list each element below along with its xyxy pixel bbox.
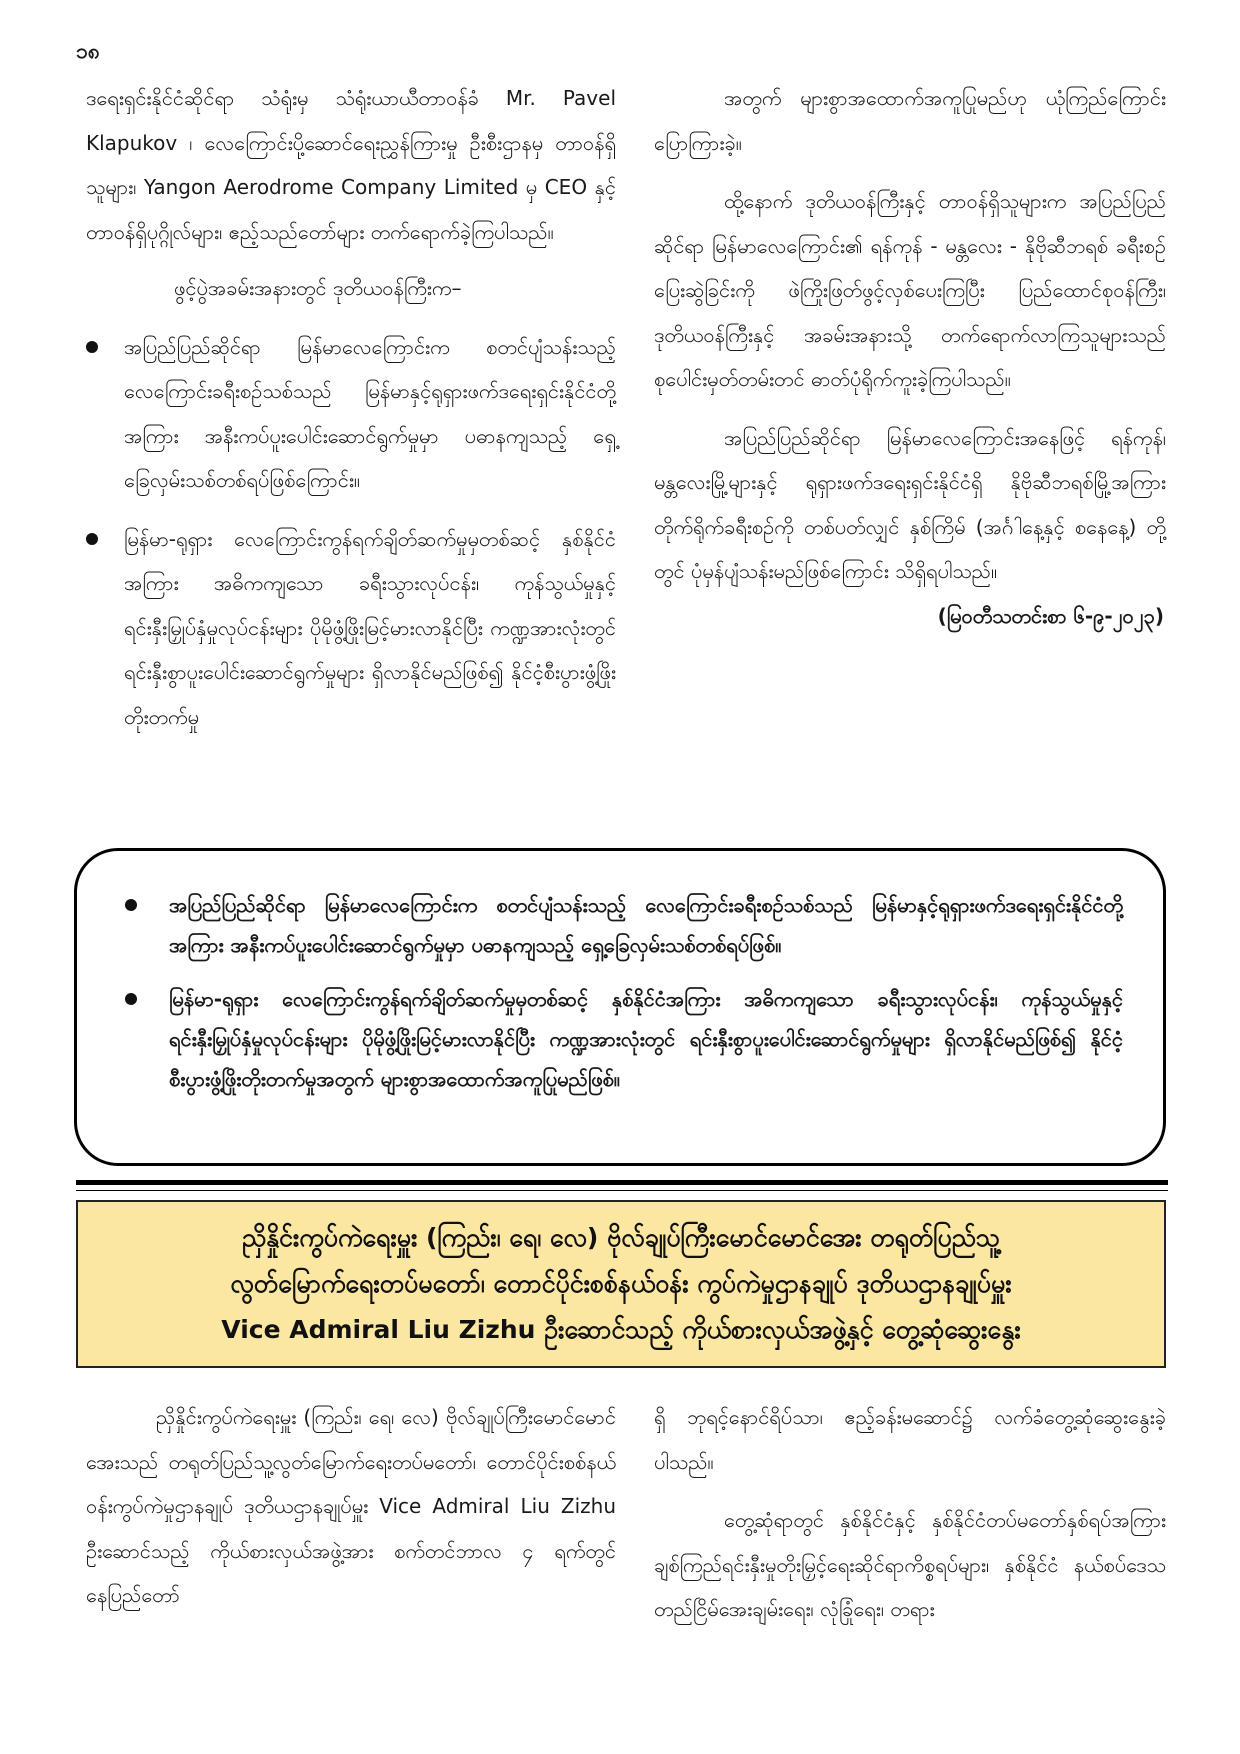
section-divider: [76, 1180, 1168, 1185]
article-paragraph: ထို့နောက် ဒုတိယဝန်ကြီးနှင့် တာဝန်ရှိသူများက အပြည်ပြည်ဆိုင်ရာ မြန်မာလေကြောင်း၏ ရန်ကုန် - မန္တလေး - နိုဗိုဆီဘရစ် ခရီးစဉ်ပြေးဆွဲခြင်းကို ဖဲကြိုးဖြတ်ဖွင့်လှစ်ပေးကြပြီး ပြည်ထောင်စုဝန်ကြီး၊ ဒုတိယဝန်ကြီးနှင့် အခမ်းအနားသို့ တက်ရောက်လာကြသူများသည် စုပေါင်းမှတ်တမ်းတင် ဓာတ်ပုံရိုက်ကူးခဲ့ကြပါသည်။: [654, 189, 1166, 391]
headline-line-2: လွတ်မြောက်ရေးတပ်မတော်၊ တောင်ပိုင်းစစ်နယ်ဝန်း ကွပ်ကဲမှုဌာနချုပ် ဒုတိယဌာနချုပ်မှူး: [230, 1269, 1012, 1298]
list-item: [86, 325, 616, 503]
headline-box: [76, 1200, 1166, 1368]
section-divider-thin: [76, 1190, 1168, 1191]
list-item-text: အပြည်ပြည်ဆိုင်ရာ မြန်မာလေကြောင်းက စတင်ပျံသန်းသည့် လေကြောင်းခရီးစဉ်သစ်သည် မြန်မာနှင့်ရုရှားဖက်ဒရေးရှင်းနိုင်ငံတို့အကြား အနီးကပ်ပူးပေါင်းဆောင်ရွက်မှုမှာ ပဓာနကျသည့် ရှေ့ခြေလှမ်းသစ်တစ်ရပ်ဖြစ်ကြောင်း။: [124, 334, 616, 492]
list-item-text: မြန်မာ-ရုရှား လေကြောင်းကွန်ရက်ချိတ်ဆက်မှုမှတစ်ဆင့် နှစ်နိုင်ငံအကြား အဓိကကျသော ခရီးသွားလုပ်ငန်း၊ ကုန်သွယ်မှုနှင့် ရင်းနှီးမြှုပ်နှံမှုလုပ်ငန်းများ ပိုမိုဖွံ့ဖြိုးမြင့်မားလာနိုင်ပြီး ကဏ္ဍအားလုံးတွင် ရင်းနှီးစွာပူးပေါင်းဆောင်ရွက်မှုများ ရှိလာနိုင်မည်ဖြစ်၍ နိုင်ငံ့စီးပွားဖွံ့ဖြိုးတိုးတက်မှု: [124, 526, 616, 729]
summary-list: [117, 885, 1123, 1099]
summary-item-text: မြန်မာ-ရုရှား လေကြောင်းကွန်ရက်ချိတ်ဆက်မှုမှတစ်ဆင့် နှစ်နိုင်ငံအကြား အဓိကကျသော ခရီးသွားလုပ်ငန်း၊ ကုန်သွယ်မှုနှင့် ရင်းနှီးမြှုပ်နှံမှုလုပ်ငန်းများ ပိုမိုဖွံ့ဖြိုးမြင့်မားလာနိုင်ပြီး ကဏ္ဍအားလုံးတွင် ရင်းနှီးစွာပူးပေါင်းဆောင်ရွက်မှုများ ရှိလာနိုင်မည်ဖြစ်၍ နိုင်ငံ့စီးပွားဖွံ့ဖြိုးတိုးတက်မှုအတွက် များစွာအထောက်အကူပြုမည်ဖြစ်။: [169, 987, 1123, 1091]
article-column-right: [654, 76, 1166, 638]
article-column-left-bottom: [86, 1395, 616, 1618]
article-paragraph: တွေ့ဆုံရာတွင် နှစ်နိုင်ငံနှင့် နှစ်နိုင်ငံတပ်မတော်နှစ်ရပ်အကြား ချစ်ကြည်ရင်းနှီးမှုတိုးမြှင့်ရေးဆိုင်ရာကိစ္စရပ်များ၊ နှစ်နိုင်ငံ နယ်စပ်ဒေသတည်ငြိမ်အေးချမ်းရေး၊ လုံခြုံရေး၊ တရား: [654, 1508, 1166, 1621]
article-column-right-bottom: [654, 1395, 1166, 1632]
article-paragraph: ဖွင့်ပွဲအခမ်းအနားတွင် ဒုတိယဝန်ကြီးက–: [174, 276, 462, 300]
article-paragraph: အပြည်ပြည်ဆိုင်ရာ မြန်မာလေကြောင်းအနေဖြင့် ရန်ကုန်၊ မန္တလေးမြို့များနှင့် ရုရှားဖက်ဒရေးရှင်းနိုင်ငံရှိ နိုဗိုဆီဘရစ်မြို့အကြား တိုက်ရိုက်ခရီးစဉ်ကို တစ်ပတ်လျှင် နှစ်ကြိမ် (အင်္ဂါနေ့နှင့် စနေနေ့) တို့တွင် ပုံမှန်ပျံသန်းမည်ဖြစ်ကြောင်း သိရှိရပါသည်။: [654, 425, 1166, 583]
article-paragraph: ဒရေးရှင်းနိုင်ငံဆိုင်ရာ သံရုံးမှ သံရုံးယာယီတာဝန်ခံ Mr. Pavel Klapukov ၊ လေကြောင်းပို့ဆောင်ရေးညွှန်ကြားမှု ဦးစီးဌာနမှ တာဝန်ရှိသူများ၊ Yangon Aerodrome Company Limited မှ CEO နှင့် တာဝန်ရှိပုဂ္ဂိုလ်များ၊ ဧည့်သည်တော်များ တက်ရောက်ခဲ့ကြပါသည်။: [86, 86, 616, 244]
source-citation: (မြဝတီသတင်းစာ ၆-၉-၂၀၂၃): [937, 603, 1164, 628]
article-paragraph: ညှိနှိုင်းကွပ်ကဲရေးမှူး (ကြည်း၊ ရေ၊ လေ) ဗိုလ်ချုပ်ကြီးမောင်မောင်အေးသည် တရုတ်ပြည်သူ့လွတ်မြောက်ရေးတပ်မတော်၊ တောင်ပိုင်းစစ်နယ်ဝန်းကွပ်ကဲမှုဌာနချုပ် ဒုတိယဌာနချုပ်မှူး Vice Admiral Liu Zizhu ဦးဆောင်သည့် ကိုယ်စားလှယ်အဖွဲ့အား စက်တင်ဘာလ ၄ ရက်တွင် နေပြည်တော်: [86, 1405, 616, 1607]
headline-line-1: ညှိနှိုင်းကွပ်ကဲရေးမှူး (ကြည်း၊ ရေ၊ လေ) ဗိုလ်ချုပ်ကြီးမောင်မောင်အေး တရုတ်ပြည်သူ့: [241, 1223, 1001, 1252]
summary-box: [74, 848, 1166, 1166]
article-paragraph: အတွက် များစွာအထောက်အကူပြုမည်ဟု ယုံကြည်ကြောင်း ပြောကြားခဲ့။: [654, 86, 1166, 155]
article-paragraph: ရှိ ဘုရင့်နောင်ရိပ်သာ၊ ဧည့်ခန်းမဆောင်၌ လက်ခံတွေ့ဆုံဆွေးနွေးခဲ့ပါသည်။: [654, 1405, 1166, 1474]
bullet-icon: [86, 533, 98, 545]
summary-item: [117, 979, 1123, 1099]
headline-line-3: Vice Admiral Liu Zizhu ဦးဆောင်သည့် ကိုယ်စားလှယ်အဖွဲ့နှင့် တွေ့ဆုံဆွေးနွေး: [221, 1315, 1021, 1344]
list-item: [86, 517, 616, 740]
bullet-icon: [125, 993, 137, 1005]
summary-item-text: အပြည်ပြည်ဆိုင်ရာ မြန်မာလေကြောင်းက စတင်ပျံသန်းသည့် လေကြောင်းခရီးစဉ်သစ်သည် မြန်မာနှင့်ရုရှားဖက်ဒရေးရှင်းနိုင်ငံတို့အကြား အနီးကပ်ပူးပေါင်းဆောင်ရွက်မှုမှာ ပဓာနကျသည့် ရှေ့ခြေလှမ်းသစ်တစ်ရပ်ဖြစ်။: [169, 893, 1123, 957]
bullet-icon: [125, 899, 137, 911]
bullet-icon: [86, 341, 98, 353]
article-column-left: [86, 76, 616, 753]
summary-item: [117, 885, 1123, 965]
bullet-list: [86, 325, 616, 740]
page-number: ၁၈: [76, 39, 100, 63]
